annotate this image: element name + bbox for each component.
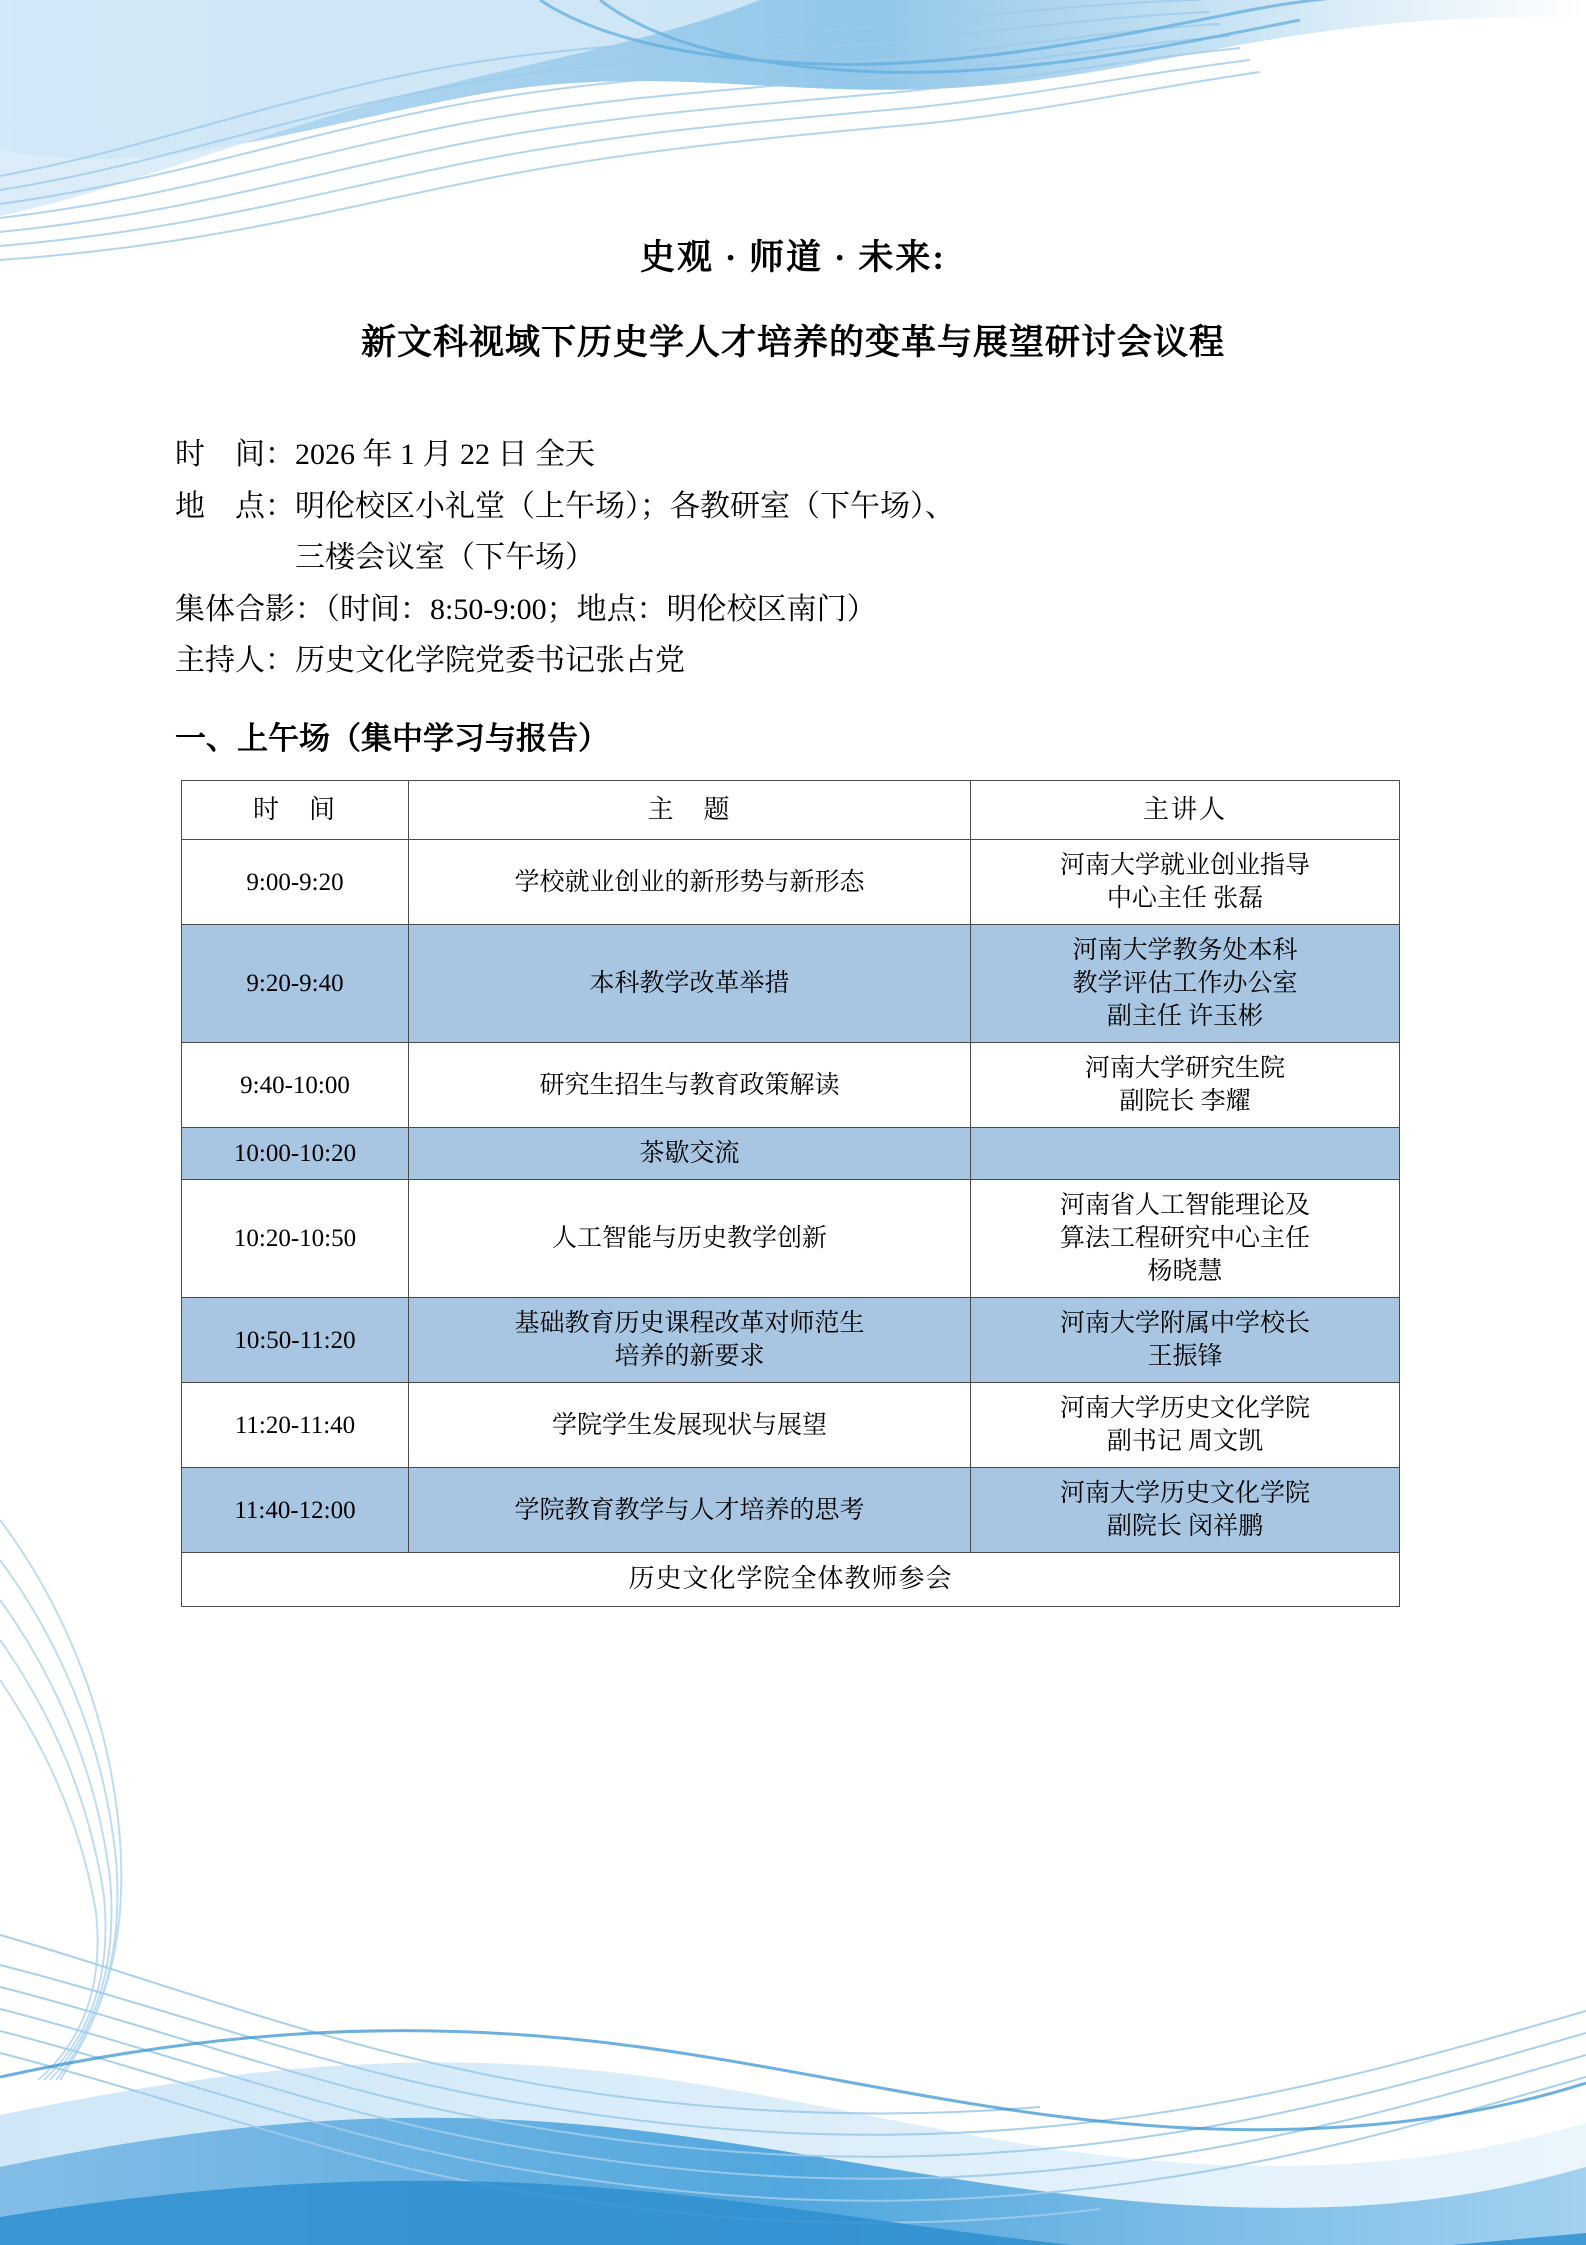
meta-label-group-photo: 集体合影： (175, 592, 325, 626)
column-header-speaker: 主讲人 (971, 780, 1400, 839)
cell-speaker: 河南大学附属中学校长 王振锋 (971, 1298, 1400, 1383)
cell-topic: 学院教育教学与人才培养的思考 (409, 1468, 971, 1553)
cell-time: 9:00-9:20 (182, 840, 409, 925)
table-row (182, 1180, 1400, 1298)
meta-value-host: 历史文化学院党委书记张占党 (295, 644, 685, 678)
meta-label-host: 主持人： (175, 644, 295, 678)
column-header-topic: 主 题 (409, 780, 971, 839)
footer-note: 历史文化学院全体教师参会 (182, 1553, 1400, 1606)
meta-row-time (175, 429, 1411, 481)
meta-value-place-cont: 三楼会议室（下午场） (295, 541, 595, 575)
meta-label-place: 地 点： (175, 489, 295, 523)
meta-info-block (175, 429, 1411, 687)
table-row (182, 1298, 1400, 1383)
cell-time: 11:40-12:00 (182, 1468, 409, 1553)
section-heading-morning: 一、上午场（集中学习与报告） (175, 720, 609, 756)
cell-topic: 学校就业创业的新形势与新形态 (409, 840, 971, 925)
cell-speaker: 河南大学研究生院 副院长 李耀 (971, 1043, 1400, 1128)
cell-time: 10:50-11:20 (182, 1298, 409, 1383)
cell-speaker (971, 1128, 1400, 1180)
meta-row-host (175, 635, 1411, 687)
meta-row-place-cont (175, 532, 1411, 584)
cell-speaker: 河南大学历史文化学院 副院长 闵祥鹏 (971, 1468, 1400, 1553)
cell-topic: 茶歇交流 (409, 1128, 971, 1180)
table-row (182, 925, 1400, 1043)
cell-topic: 人工智能与历史教学创新 (409, 1180, 971, 1298)
meta-value-group-photo: （时间：8:50-9:00；地点：明伦校区南门） (325, 592, 877, 626)
meta-value-time: 2026 年 1 月 22 日 全天 (295, 438, 595, 471)
meta-label-time: 时 间： (175, 438, 295, 471)
decorative-wave-bottom (0, 1815, 1586, 2245)
title-block (175, 0, 1411, 369)
table-row (182, 1043, 1400, 1128)
cell-topic: 学院学生发展现状与展望 (409, 1383, 971, 1468)
cell-speaker: 河南大学就业创业指导 中心主任 张磊 (971, 840, 1400, 925)
cell-topic: 本科教学改革举措 (409, 925, 971, 1043)
meta-value-place: 明伦校区小礼堂（上午场）；各教研室（下午场）、 (295, 489, 955, 523)
meta-row-group-photo (175, 584, 1411, 636)
agenda-table (181, 780, 1400, 1607)
agenda-table-body (182, 840, 1400, 1606)
table-header-row (182, 780, 1400, 839)
page-title-line-2: 新文科视域下历史学人才培养的变革与展望研讨会议程 (360, 322, 1225, 362)
cell-time: 11:20-11:40 (182, 1383, 409, 1468)
page-title-line-1: 史观 · 师道 · 未来: (639, 238, 946, 277)
table-row (182, 1128, 1400, 1180)
table-row (182, 1383, 1400, 1468)
table-row (182, 1468, 1400, 1553)
column-header-time: 时 间 (182, 780, 409, 839)
cell-time: 9:20-9:40 (182, 925, 409, 1043)
cell-time: 9:40-10:00 (182, 1043, 409, 1128)
cell-topic: 研究生招生与教育政策解读 (409, 1043, 971, 1128)
cell-speaker: 河南省人工智能理论及 算法工程研究中心主任 杨晓慧 (971, 1180, 1400, 1298)
cell-speaker: 河南大学历史文化学院 副书记 周文凯 (971, 1383, 1400, 1468)
table-row (182, 840, 1400, 925)
meta-row-place (175, 481, 1411, 533)
cell-time: 10:20-10:50 (182, 1180, 409, 1298)
cell-topic: 基础教育历史课程改革对师范生 培养的新要求 (409, 1298, 971, 1383)
cell-speaker: 河南大学教务处本科 教学评估工作办公室 副主任 许玉彬 (971, 925, 1400, 1043)
table-footer-row (182, 1553, 1400, 1606)
cell-time: 10:00-10:20 (182, 1128, 409, 1180)
